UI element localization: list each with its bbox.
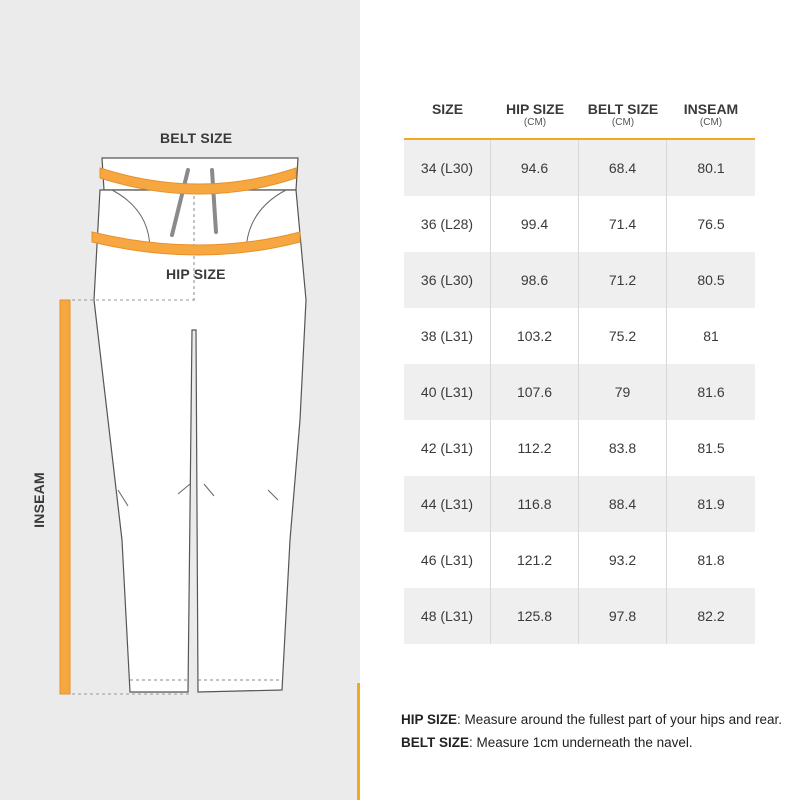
belt-size-label: BELT SIZE [160, 130, 233, 146]
table-row: 44 (L31) 116.8 88.4 81.9 [404, 476, 755, 532]
belt-note: BELT SIZE: Measure 1cm underneath the navel. [401, 735, 693, 750]
hip-size-label: HIP SIZE [166, 266, 226, 282]
header-inseam: INSEAM (CM) [667, 98, 755, 140]
header-belt-size: BELT SIZE (CM) [579, 98, 667, 140]
table-header-row [404, 98, 755, 140]
table-row: 38 (L31) 103.2 75.2 81 [404, 308, 755, 364]
header-size: SIZE [404, 98, 491, 140]
table-row: 34 (L30) 94.6 68.4 80.1 [404, 140, 755, 196]
table-row: 48 (L31) 125.8 97.8 82.2 [404, 588, 755, 644]
table-row: 36 (L30) 98.6 71.2 80.5 [404, 252, 755, 308]
header-hip-size: HIP SIZE (CM) [491, 98, 579, 140]
table-row: 46 (L31) 121.2 93.2 81.8 [404, 532, 755, 588]
hip-note: HIP SIZE: Measure around the fullest part of your hips and rear. [401, 712, 782, 727]
table-row: 42 (L31) 112.2 83.8 81.5 [404, 420, 755, 476]
pants-diagram [0, 0, 360, 800]
table-row: 36 (L28) 99.4 71.4 76.5 [404, 196, 755, 252]
inseam-label: INSEAM [31, 472, 47, 528]
size-chart-table [404, 98, 755, 644]
measurement-notes [401, 708, 782, 754]
table-row: 40 (L31) 107.6 79 81.6 [404, 364, 755, 420]
